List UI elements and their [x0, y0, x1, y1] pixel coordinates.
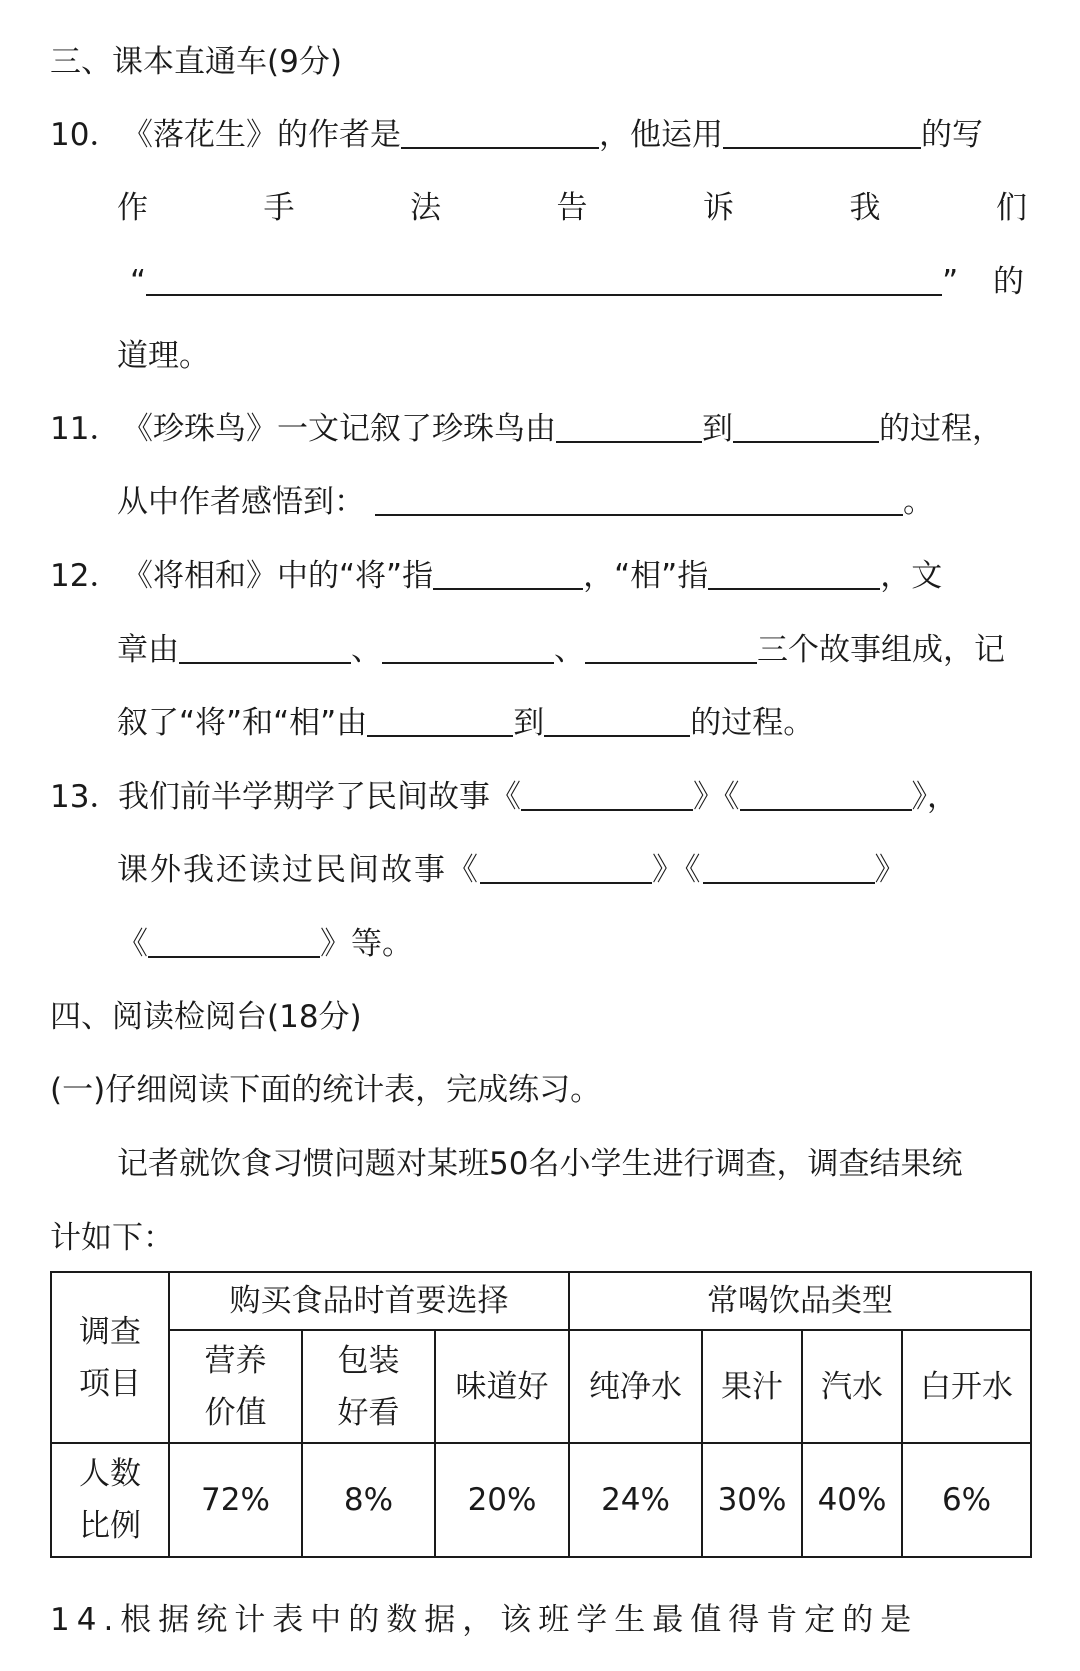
table-cell: 40% [802, 1443, 902, 1557]
table-cell: 20% [435, 1443, 569, 1557]
section4-title: 四、阅读检阅台(18分) [50, 999, 362, 1035]
question-13-line1: 13．我们前半学期学了民间故事《 》《 》， [50, 779, 958, 815]
answer-blank[interactable] [382, 632, 554, 664]
table-col-header: 包装 好看 [302, 1330, 435, 1443]
question-10-de: 的 [993, 264, 1024, 300]
table-cell: 72% [169, 1443, 302, 1557]
answer-blank[interactable] [544, 705, 690, 737]
question-number: 10． [50, 117, 121, 153]
table-cell: 30% [702, 1443, 802, 1557]
table-cell: 6% [902, 1443, 1031, 1557]
question-11-line2: 从中作者感悟到： 。 [117, 484, 934, 520]
answer-blank[interactable] [367, 705, 513, 737]
table-row-header: 人数 比例 [51, 1443, 169, 1557]
table-col-header: 汽水 [802, 1330, 902, 1443]
table-col-header: 果汁 [702, 1330, 802, 1443]
table-group-header-food: 购买食品时首要选择 [169, 1272, 569, 1330]
answer-blank[interactable] [521, 779, 693, 811]
table-cell: 8% [302, 1443, 435, 1557]
answer-blank[interactable] [585, 632, 757, 664]
answer-blank[interactable] [148, 926, 320, 958]
question-12-line1: 12．《将相和》中的“将”指 ，“相”指 ，文 [50, 558, 943, 594]
question-11-line1: 11．《珍珠鸟》一文记叙了珍珠鸟由 到 的过程， [50, 411, 1003, 447]
table-group-header-drink: 常喝饮品类型 [569, 1272, 1031, 1330]
question-13-line3: 《 》等。 [117, 926, 413, 962]
table-col-header: 味道好 [435, 1330, 569, 1443]
answer-blank[interactable] [401, 117, 599, 149]
survey-intro-line2: 计如下： [50, 1220, 174, 1256]
table-col-header: 纯净水 [569, 1330, 702, 1443]
answer-blank[interactable] [146, 264, 942, 296]
answer-blank[interactable] [723, 117, 921, 149]
question-12-line3: 叙了“将”和“相”由 到 的过程。 [117, 705, 815, 741]
answer-blank[interactable] [480, 852, 652, 884]
question-10-line3: “ ” [130, 264, 959, 300]
question-number: 13． [50, 779, 121, 815]
survey-intro-line1: 记者就饮食习惯问题对某班50名小学生进行调查，调查结果统 [117, 1146, 963, 1182]
answer-blank[interactable] [708, 558, 880, 590]
question-number: 12． [50, 558, 121, 594]
question-number: 11． [50, 411, 121, 447]
answer-blank[interactable] [740, 779, 912, 811]
question-10-line1: 10．《落花生》的作者是 ，他运用 的写 [50, 117, 983, 153]
question-10-line4: 道理。 [117, 338, 210, 374]
question-14: 14.根据统计表中的数据，该班学生最值得肯定的是 [50, 1602, 919, 1638]
question-10-line2: 作 手 法 告 诉 我 们 [117, 190, 1027, 226]
answer-blank[interactable] [375, 484, 903, 516]
reading-part-1-instruction: (一)仔细阅读下面的统计表，完成练习。 [50, 1072, 602, 1108]
section3-title: 三、课本直通车(9分) [50, 44, 342, 80]
survey-table [50, 1271, 1032, 1558]
table-cell: 24% [569, 1443, 702, 1557]
answer-blank[interactable] [733, 411, 879, 443]
answer-blank[interactable] [433, 558, 583, 590]
question-13-line2: 课外我还读过民间故事《 》《 》 [117, 852, 908, 888]
answer-blank[interactable] [703, 852, 875, 884]
table-corner-header: 调查 项目 [51, 1272, 169, 1443]
answer-blank[interactable] [556, 411, 702, 443]
table-col-header: 白开水 [902, 1330, 1031, 1443]
table-col-header: 营养 价值 [169, 1330, 302, 1443]
answer-blank[interactable] [179, 632, 351, 664]
question-12-line2: 章由 、 、 三个故事组成，记 [117, 632, 1005, 668]
